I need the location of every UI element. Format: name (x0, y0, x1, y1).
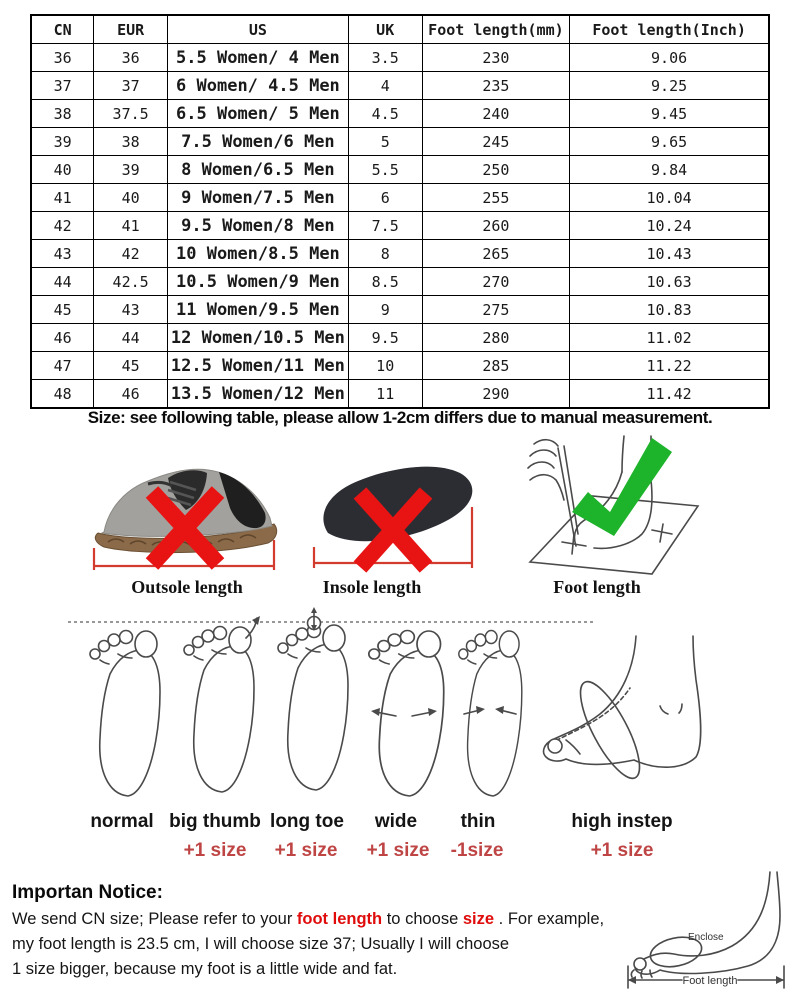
table-cell: 4.5 (348, 100, 422, 128)
table-row (31, 156, 769, 184)
table-cell: 43 (94, 296, 168, 324)
table-cell: 45 (94, 352, 168, 380)
table-cell: 9.45 (570, 100, 769, 128)
column-header: EUR (94, 15, 168, 44)
column-header: UK (348, 15, 422, 44)
label-big-thumb: big thumb (169, 811, 261, 832)
adj-long-toe: +1 size (274, 840, 338, 861)
table-cell: 47 (31, 352, 94, 380)
foot-normal (90, 631, 160, 797)
notice-text: . For example, (494, 910, 605, 928)
outsole-length-label: Outsole length (131, 577, 243, 597)
size-note-text: Size: see following table, please allow 1-2cm differs due to manual measurement. (87, 408, 713, 427)
table-cell: 10.43 (570, 240, 769, 268)
table-cell: 7.5 (348, 212, 422, 240)
table-cell: 10 (348, 352, 422, 380)
foot-long-toe (278, 607, 348, 790)
table-row (31, 268, 769, 296)
table-cell: 230 (422, 44, 570, 72)
size-conversion-table (30, 14, 770, 409)
adj-big-thumb: +1 size (183, 840, 247, 861)
foot-types-figure (40, 606, 760, 810)
table-cell: 39 (94, 156, 168, 184)
label-high-instep: high instep (571, 811, 673, 832)
table-cell: 9.25 (570, 72, 769, 100)
corner-foot-length-label: Foot length (682, 975, 738, 987)
table-cell: 44 (94, 324, 168, 352)
table-cell: 37 (94, 72, 168, 100)
label-normal: normal (90, 811, 154, 832)
insole-length-label: Insole length (322, 577, 422, 597)
label-wide: wide (374, 811, 418, 832)
table-cell: 38 (31, 100, 94, 128)
adj-high-instep: +1 size (590, 840, 654, 861)
size-table-head-row (31, 15, 769, 44)
table-cell: 42 (31, 212, 94, 240)
table-cell: 3.5 (348, 44, 422, 72)
insole-figure (300, 445, 500, 575)
table-row (31, 72, 769, 100)
foot-big-thumb (184, 616, 260, 792)
table-row (31, 212, 769, 240)
table-cell: 45 (31, 296, 94, 324)
notice-line-1 (12, 907, 622, 932)
table-cell: 42.5 (94, 268, 168, 296)
table-cell: 10.5 Women/9 Men (168, 268, 349, 296)
notice-highlight-size: size (462, 910, 495, 928)
table-row (31, 352, 769, 380)
table-cell: 11.22 (570, 352, 769, 380)
column-header: Foot length(mm) (422, 15, 570, 44)
table-cell: 9.65 (570, 128, 769, 156)
table-cell: 5 (348, 128, 422, 156)
foot-wide (369, 631, 444, 797)
column-header: US (168, 15, 349, 44)
foot-measure-figure (500, 430, 712, 578)
table-cell: 40 (31, 156, 94, 184)
table-cell: 11 (348, 380, 422, 409)
table-cell: 10.63 (570, 268, 769, 296)
table-row (31, 240, 769, 268)
foot-high-instep (544, 636, 701, 786)
table-cell: 39 (31, 128, 94, 156)
table-cell: 275 (422, 296, 570, 324)
table-cell: 270 (422, 268, 570, 296)
table-cell: 10 Women/8.5 Men (168, 240, 349, 268)
table-cell: 8 (348, 240, 422, 268)
table-cell: 43 (31, 240, 94, 268)
table-cell: 12 Women/10.5 Men (168, 324, 349, 352)
corner-foot-diagram (620, 868, 796, 996)
label-long-toe: long toe (270, 811, 344, 832)
notice-text: We send CN size; Please refer to your (12, 910, 297, 928)
column-header: Foot length(Inch) (570, 15, 769, 44)
table-cell: 8.5 (348, 268, 422, 296)
table-row (31, 380, 769, 409)
table-row (31, 100, 769, 128)
notice-highlight-foot-length: foot length (296, 910, 383, 928)
table-cell: 290 (422, 380, 570, 409)
table-cell: 9.5 (348, 324, 422, 352)
table-cell: 10.04 (570, 184, 769, 212)
enclose-label: Enclose (688, 932, 724, 943)
table-row (31, 44, 769, 72)
table-row (31, 324, 769, 352)
table-cell: 9.06 (570, 44, 769, 72)
table-cell: 46 (31, 324, 94, 352)
table-cell: 38 (94, 128, 168, 156)
table-cell: 280 (422, 324, 570, 352)
table-cell: 6.5 Women/ 5 Men (168, 100, 349, 128)
table-cell: 13.5 Women/12 Men (168, 380, 349, 409)
table-cell: 37.5 (94, 100, 168, 128)
table-cell: 11 Women/9.5 Men (168, 296, 349, 324)
table-cell: 235 (422, 72, 570, 100)
column-header: CN (31, 15, 94, 44)
table-cell: 12.5 Women/11 Men (168, 352, 349, 380)
table-cell: 41 (31, 184, 94, 212)
table-cell: 48 (31, 380, 94, 409)
table-cell: 8 Women/6.5 Men (168, 156, 349, 184)
table-cell: 6 Women/ 4.5 Men (168, 72, 349, 100)
important-notice (12, 882, 622, 982)
adj-thin: -1size (450, 840, 504, 861)
table-cell: 4 (348, 72, 422, 100)
table-cell: 11.02 (570, 324, 769, 352)
table-cell: 40 (94, 184, 168, 212)
table-cell: 36 (31, 44, 94, 72)
foot-length-label: Foot length (553, 577, 641, 597)
table-row (31, 184, 769, 212)
notice-line-2: my foot length is 23.5 cm, I will choose size 37; Usually I will choose (12, 935, 510, 953)
table-cell: 265 (422, 240, 570, 268)
notice-text: to choose (382, 910, 463, 928)
table-cell: 260 (422, 212, 570, 240)
foot-thin (459, 631, 522, 797)
sneaker-outsole-figure (78, 438, 296, 574)
size-table-body (31, 44, 769, 409)
notice-line-3: 1 size bigger, because my foot is a little wide and fat. (12, 960, 398, 978)
label-thin: thin (460, 811, 496, 832)
table-cell: 37 (31, 72, 94, 100)
table-cell: 11.42 (570, 380, 769, 409)
table-cell: 10.24 (570, 212, 769, 240)
table-cell: 245 (422, 128, 570, 156)
table-cell: 255 (422, 184, 570, 212)
table-cell: 9.5 Women/8 Men (168, 212, 349, 240)
table-cell: 285 (422, 352, 570, 380)
table-cell: 44 (31, 268, 94, 296)
table-row (31, 296, 769, 324)
table-row (31, 128, 769, 156)
table-cell: 42 (94, 240, 168, 268)
side-foot-outline (635, 872, 780, 974)
table-cell: 5.5 Women/ 4 Men (168, 44, 349, 72)
table-cell: 9 Women/7.5 Men (168, 184, 349, 212)
adj-wide: +1 size (366, 840, 430, 861)
table-cell: 10.83 (570, 296, 769, 324)
notice-title: Importan Notice: (12, 882, 163, 903)
table-cell: 9 (348, 296, 422, 324)
table-cell: 46 (94, 380, 168, 409)
table-cell: 240 (422, 100, 570, 128)
table-cell: 41 (94, 212, 168, 240)
table-cell: 250 (422, 156, 570, 184)
table-cell: 9.84 (570, 156, 769, 184)
table-cell: 7.5 Women/6 Men (168, 128, 349, 156)
table-cell: 36 (94, 44, 168, 72)
table-cell: 5.5 (348, 156, 422, 184)
table-cell: 6 (348, 184, 422, 212)
